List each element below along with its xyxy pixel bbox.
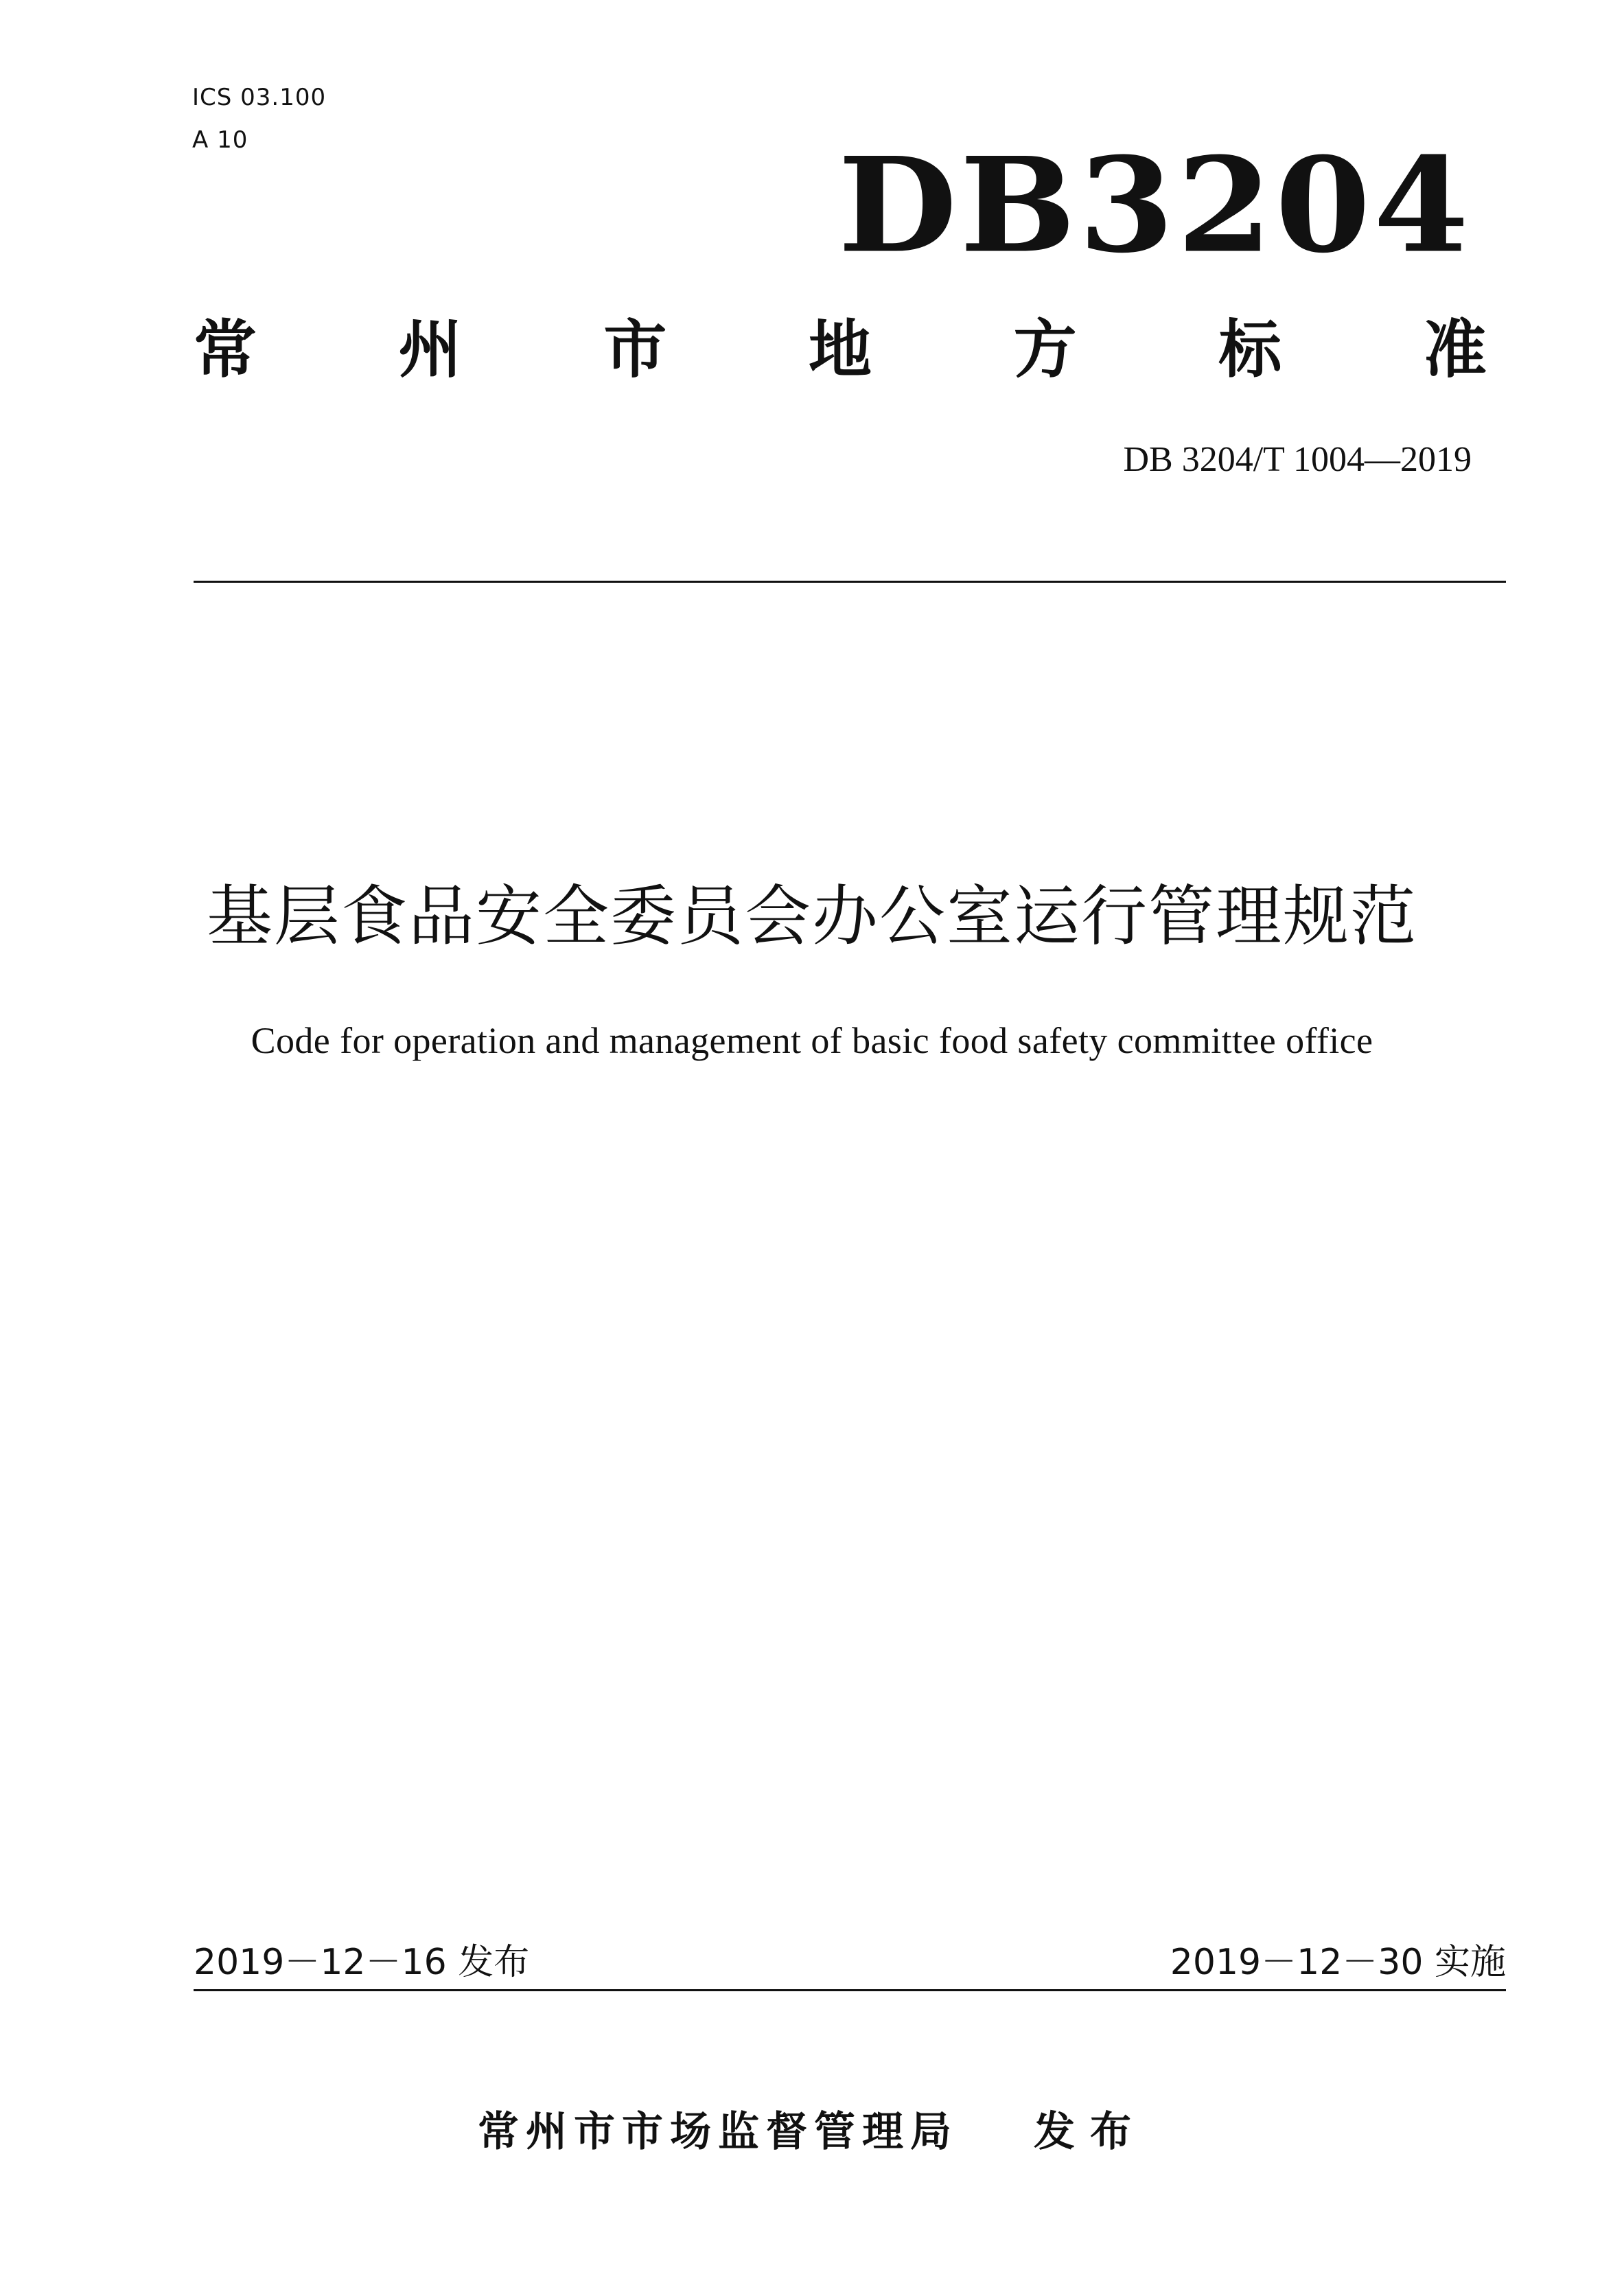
footer-divider	[194, 1989, 1506, 1991]
document-title-english: Code for operation and management of basic food safety committee office	[251, 1020, 1373, 1061]
ics-code: ICS 03.100	[192, 84, 327, 111]
header-divider	[194, 581, 1506, 583]
standard-kind-char: 地	[808, 313, 872, 386]
issuing-organization: 常州市市场监督管理局	[478, 2108, 958, 2156]
issue-date: 2019－12－16 发布	[194, 1942, 530, 1983]
document-title-chinese: 基层食品安全委员会办公室运行管理规范	[207, 878, 1417, 955]
standard-kind-char: 常	[194, 313, 257, 386]
issuer-line	[0, 2106, 1624, 2158]
standard-kind-char: 方	[1013, 313, 1077, 386]
standard-kind-char: 准	[1423, 313, 1487, 386]
standard-kind-char: 州	[398, 313, 462, 386]
issue-action: 发布	[1034, 2108, 1146, 2156]
standard-number: DB 3204/T 1004—2019	[1123, 440, 1472, 479]
standard-kind-char: 市	[603, 313, 667, 386]
standard-kind-heading	[194, 312, 1487, 388]
ccs-code: A 10	[192, 126, 248, 154]
standard-logo: DB3204	[837, 128, 1472, 283]
implementation-date: 2019－12－30 实施	[1170, 1942, 1506, 1983]
standard-kind-char: 标	[1218, 313, 1282, 386]
